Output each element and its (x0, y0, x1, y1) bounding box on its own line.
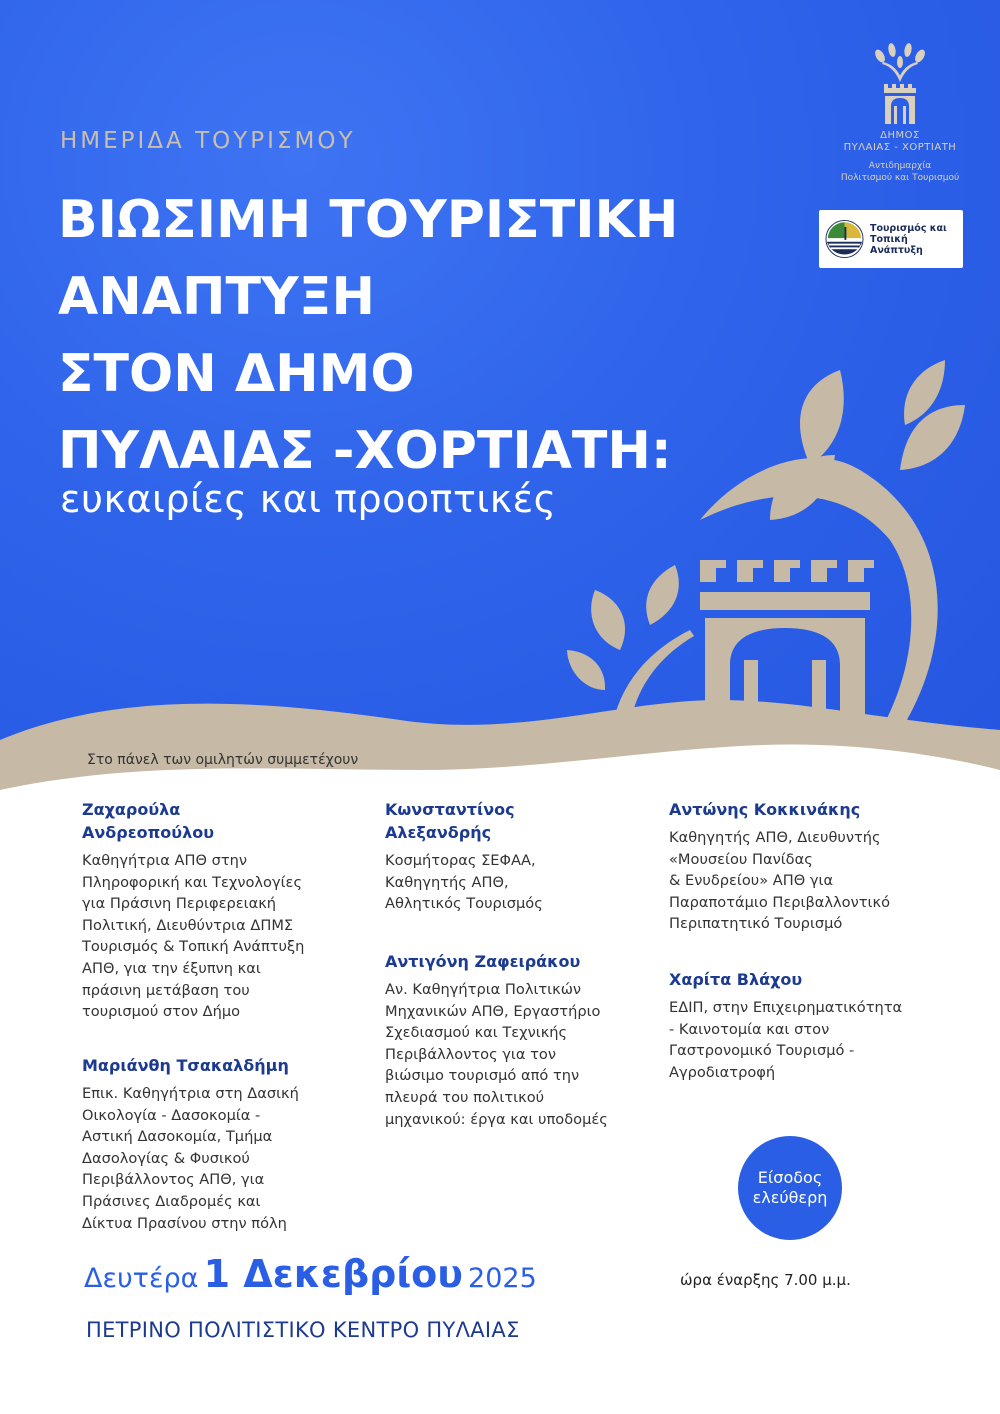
speaker-description-line: & Ενυδρείου» ΑΠΘ για (669, 872, 834, 890)
speaker-description-line: για Πράσινη Περιφερειακή (82, 895, 277, 913)
municipality-logo (832, 42, 968, 184)
speaker-description-line: Καθηγήτρια ΑΠΘ στην (82, 852, 248, 869)
event-date (84, 1252, 537, 1296)
speaker-description (385, 850, 655, 915)
speaker-description-line: Καθηγητής ΑΠΘ, Διευθυντής (669, 829, 881, 846)
event-type-label: ΗΜΕΡΙΔΑ ΤΟΥΡΙΣΜΟΥ (60, 128, 356, 154)
municipality-name-line: ΠΥΛΑΙΑΣ - ΧΟΡΤΙΑΤΗ (843, 142, 957, 153)
olive-tree-tower-icon (870, 42, 930, 126)
speaker-description-line: Δασολογίας & Φυσικού (82, 1149, 250, 1167)
badge-line: Είσοδος (757, 1168, 823, 1187)
speaker-description-line: Κοσμήτορας ΣΕΦΑΑ, (385, 852, 536, 869)
title-line: ΣΤΟΝ ΔΗΜΟ (58, 344, 415, 404)
speaker-card (669, 968, 969, 1083)
speaker-name (385, 798, 655, 844)
title-line: ΑΝΑΠΤΥΞΗ (58, 267, 376, 327)
speaker-description-line: «Μουσείου Πανίδας (669, 850, 813, 868)
speaker-description-line: Τουρισμός & Τοπική Ανάπτυξη (82, 938, 305, 956)
speaker-description-line: Περιπατητικό Τουρισμό (669, 915, 843, 933)
free-entry-badge (738, 1136, 842, 1240)
badge-line: ελεύθερη (752, 1188, 828, 1207)
speaker-name-line: Αντώνης Κοκκινάκης (669, 800, 861, 819)
speaker-description-line: Αθλητικός Τουρισμός (385, 895, 543, 913)
speaker-description-line: Περιβάλλοντος ΑΠΘ, για (82, 1171, 265, 1189)
speaker-name (669, 798, 969, 821)
speaker-card (82, 1054, 362, 1234)
speaker-name (82, 798, 362, 844)
department-name-line: Πολιτισμού και Τουρισμού (840, 173, 960, 183)
title-line: ΒΙΩΣΙΜΗ ΤΟΥΡΙΣΤΙΚΗ (58, 190, 679, 250)
speaker-description-line: Περιβάλλοντος για τον (385, 1045, 556, 1063)
event-weekday: Δευτέρα (84, 1263, 199, 1294)
speaker-name-line: Αλεξανδρής (385, 823, 492, 842)
speaker-description-line: Πολιτική, Διευθύντρια ΔΠΜΣ (82, 916, 294, 934)
speaker-description-line: Καθηγητής ΑΠΘ, (385, 873, 509, 891)
speaker-description (669, 827, 969, 935)
speaker-description-line: Αστική Δασοκομία, Τμήμα (82, 1128, 273, 1146)
speaker-description (82, 850, 362, 1023)
speaker-description (669, 997, 969, 1083)
speaker-description-line: Αγροδιατροφή (669, 1063, 776, 1081)
speaker-description-line: - Καινοτομία και στον (669, 1020, 830, 1038)
speaker-description-line: βιώσιμο τουρισμό από την (385, 1067, 580, 1085)
speaker-description-line: Δίκτυα Πρασίνου στην πόλη (82, 1214, 287, 1232)
speaker-card (385, 950, 665, 1130)
start-time: ώρα έναρξης 7.00 μ.μ. (680, 1271, 851, 1289)
speaker-name-line: Μαριάνθη Τσακαλδήμη (82, 1056, 289, 1075)
municipality-name (832, 130, 968, 154)
partner-name (870, 223, 957, 256)
speaker-card (669, 798, 969, 935)
speaker-description-line: Μηχανικών ΑΠΘ, Εργαστήριο (385, 1002, 601, 1020)
partner-logo (819, 210, 963, 268)
speaker-name-line: Κωνσταντίνος (385, 800, 515, 819)
speaker-description-line: Επικ. Καθηγήτρια στη Δασική (82, 1085, 299, 1102)
speaker-description-line: πράσινη μετάβαση του (82, 981, 250, 999)
speaker-description-line: τουρισμού στον Δήμο (82, 1003, 241, 1021)
speaker-description-line: ΑΠΘ, για την έξυπνη και (82, 959, 261, 977)
speaker-name-line: Ζαχαρούλα (82, 800, 181, 819)
speaker-description-line: Πράσινες Διαδρομές και (82, 1192, 261, 1210)
speaker-description-line: πλευρά του πολιτικού (385, 1088, 545, 1106)
municipality-name-line: ΔΗΜΟΣ (880, 130, 920, 141)
department-name (832, 160, 968, 184)
event-day-month: 1 Δεκεβρίου (203, 1252, 463, 1296)
speaker-description-line: Παραποτάμιο Περιβαλλοντικό (669, 893, 890, 911)
partner-name-line: Τουρισμός και (869, 222, 947, 234)
speaker-card (385, 798, 655, 915)
speaker-name (385, 950, 665, 973)
speaker-description-line: μηχανικού: έργα και υποδομές (385, 1110, 608, 1128)
partner-name-line: Τοπική Ανάπτυξη (869, 233, 923, 256)
speaker-description-line: Οικολογία - Δασοκομία - (82, 1106, 261, 1124)
panel-intro: Στο πάνελ των ομιλητών συμμετέχουν (87, 752, 359, 768)
department-name-line: Αντιδημαρχία (868, 161, 932, 171)
speaker-name (82, 1054, 362, 1077)
speaker-name-line: Χαρίτα Βλάχου (669, 970, 803, 989)
speaker-description-line: Σχεδιασμού και Τεχνικής (385, 1024, 568, 1042)
speaker-name (669, 968, 969, 991)
speaker-description-line: Γαστρονομικό Τουρισμό - (669, 1042, 855, 1060)
title-line: ΠΥΛΑΙΑΣ -ΧΟΡΤΙΑΤΗ: (58, 421, 672, 481)
speaker-card (82, 798, 362, 1023)
partner-emblem-icon (825, 218, 864, 260)
speaker-name-line: Ανδρεοπούλου (82, 823, 214, 842)
speaker-description (385, 979, 665, 1130)
page-subtitle: ευκαιρίες και προοπτικές (60, 477, 557, 521)
event-year: 2025 (468, 1263, 537, 1294)
speaker-description (82, 1083, 362, 1234)
page-title (58, 182, 778, 490)
speaker-description-line: Πληροφορική και Τεχνολογίες (82, 873, 303, 891)
speaker-name-line: Αντιγόνη Ζαφειράκου (385, 952, 581, 971)
speaker-description-line: ΕΔΙΠ, στην Επιχειρηματικότητα (669, 999, 903, 1016)
event-venue: ΠΕΤΡΙΝΟ ΠΟΛΙΤΙΣΤΙΚΟ ΚΕΝΤΡΟ ΠΥΛΑΙΑΣ (86, 1318, 520, 1342)
speaker-description-line: Αν. Καθηγήτρια Πολιτικών (385, 981, 582, 998)
